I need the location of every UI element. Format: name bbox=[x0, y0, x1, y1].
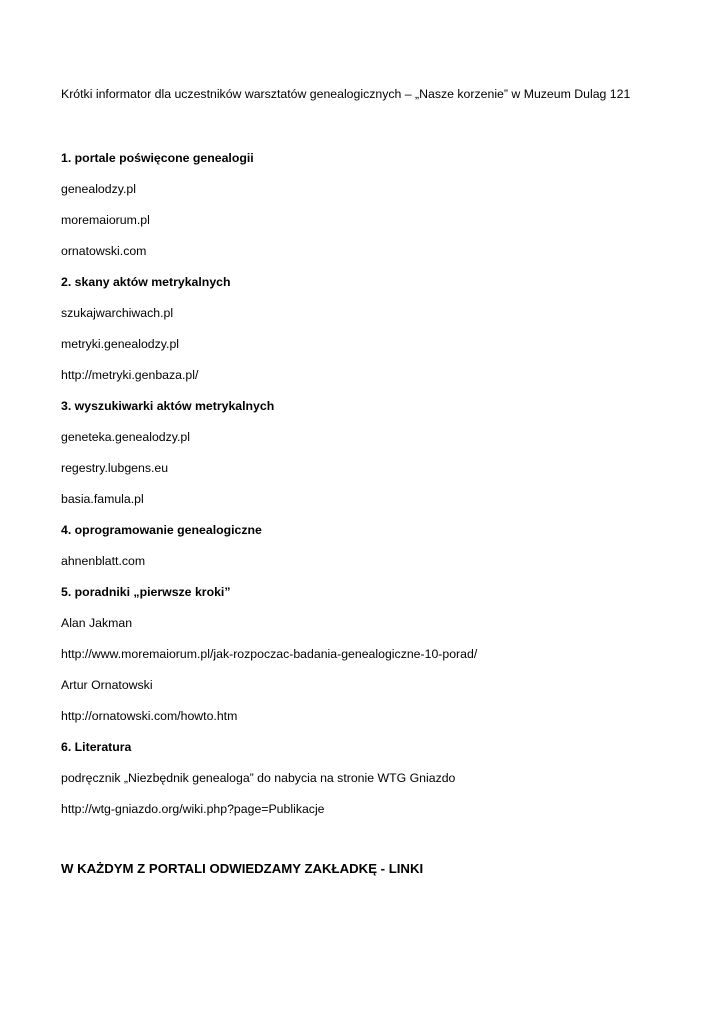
section-5-item-4: http://ornatowski.com/howto.htm bbox=[61, 709, 238, 723]
section-1-item-1: genealodzy.pl bbox=[61, 182, 136, 196]
section-3-heading: 3. wyszukiwarki aktów metrykalnych bbox=[61, 399, 275, 413]
section-5-item-2: http://www.moremaiorum.pl/jak-rozpoczac-badania-genealogiczne-10-porad/ bbox=[61, 647, 478, 661]
section-6-item-1: podręcznik „Niezbędnik genealoga” do nabycia na stronie WTG Gniazdo bbox=[61, 771, 456, 785]
intro-text: Krótki informator dla uczestników warsztatów genealogicznych – „Nasze korzenie” w Muzeum Dulag 121 bbox=[61, 87, 631, 101]
section-2-item-3: http://metryki.genbaza.pl/ bbox=[61, 368, 199, 382]
section-2-item-2: metryki.genealodzy.pl bbox=[61, 337, 180, 351]
section-5-item-3: Artur Ornatowski bbox=[61, 678, 153, 692]
section-1-heading: 1. portale poświęcone genealogii bbox=[61, 151, 254, 165]
section-3-item-1: geneteka.genealodzy.pl bbox=[61, 430, 190, 444]
section-1-item-2: moremaiorum.pl bbox=[61, 213, 150, 227]
section-2-item-1: szukajwarchiwach.pl bbox=[61, 306, 174, 320]
section-4-heading: 4. oprogramowanie genealogiczne bbox=[61, 523, 262, 537]
section-6-heading: 6. Literatura bbox=[61, 740, 132, 754]
section-2-heading: 2. skany aktów metrykalnych bbox=[61, 275, 231, 289]
section-5-item-1: Alan Jakman bbox=[61, 616, 133, 630]
section-6-item-2: http://wtg-gniazdo.org/wiki.php?page=Publikacje bbox=[61, 802, 325, 816]
section-4-item-1: ahnenblatt.com bbox=[61, 554, 146, 568]
section-5-heading: 5. poradniki „pierwsze kroki” bbox=[61, 585, 231, 599]
footer-note: W KAŻDYM Z PORTALI ODWIEDZAMY ZAKŁADKĘ - LINKI bbox=[61, 861, 424, 876]
section-3-item-3: basia.famula.pl bbox=[61, 492, 144, 506]
section-3-item-2: regestry.lubgens.eu bbox=[61, 461, 169, 475]
section-1-item-3: ornatowski.com bbox=[61, 244, 147, 258]
